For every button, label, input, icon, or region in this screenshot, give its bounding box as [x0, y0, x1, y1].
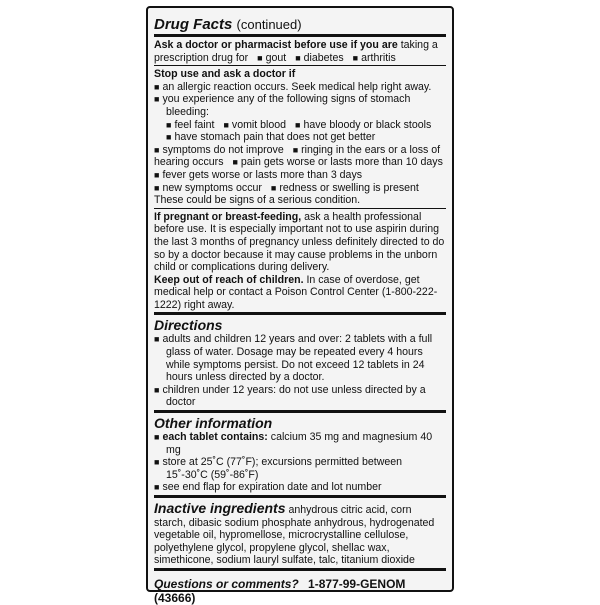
list-item: ■ each tablet contains: calcium 35 mg and magnesium 40 mg: [154, 431, 446, 456]
children-warning: Keep out of reach of children. In case of overdose, get medical help or contact a Poison Control Center (1-800-222-1222) right away.: [154, 273, 438, 311]
other-info-section: [154, 410, 446, 495]
list-item: ■ you experience any of the following signs of stomach bleeding:: [154, 93, 446, 118]
list-item: ■ see end flap for expiration date and lot number: [154, 481, 446, 494]
list-item: ■ adults and children 12 years and over: 2 tablets with a full glass of water. Dosage may be repeated every 4 hours while symptoms persist. Do not exceed 12 tablets in 24 hours unless directed by a doctor.: [154, 333, 446, 383]
inactive-list: anhydrous citric acid, corn starch, dibasic sodium phosphate anhydrous, hydrogenated vegetable oil, hypromellose, microcrystalline cellulose, polyethylene glycol, propylene glycol, shellac wax, simethicone, sodium lauryl sulfate, talc, titanium dioxide: [154, 504, 435, 567]
directions-section: [154, 312, 446, 410]
list-item: ■ an allergic reaction occurs. Seek medical help right away.: [154, 81, 446, 94]
other-info-heading: Other information: [154, 415, 273, 432]
footer: [154, 568, 446, 605]
stop-use-heading: Stop use and ask a doctor if: [154, 68, 296, 81]
stop-use-closing: These could be signs of a serious condition.: [154, 194, 361, 207]
drug-facts-panel: [146, 6, 454, 605]
list-item: ■ children under 12 years: do not use unless directed by a doctor: [154, 384, 446, 409]
ask-doctor-section: Ask a doctor or pharmacist before use if you are taking a prescription drug for ■ gout ■ diabetes ■ arthritis: [154, 34, 446, 65]
stop-use-section: [154, 65, 446, 208]
pregnancy-warning: If pregnant or breast-feeding, ask a health professional before use. It is especially important not to use aspirin during the last 3 months of pregnancy unless definitely directed to do so by a doctor because it may cause problems in the unborn child or complications during delivery.: [154, 210, 445, 274]
inactive-heading: Inactive ingredients: [154, 500, 286, 516]
pregnancy-children-section: [154, 208, 446, 313]
stomach-signs: ■ feel faint ■ vomit blood ■ have bloody or black stools ■ have stomach pain that does not get better: [154, 119, 446, 144]
ask-doctor-item: ■ diabetes: [295, 52, 344, 64]
ask-doctor-item: ■ arthritis: [353, 52, 396, 64]
ask-doctor-item: ■ gout: [257, 52, 286, 64]
list-item: ■ store at 25˚C (77˚F); excursions permitted between 15˚-30˚C (59˚-86˚F): [154, 456, 446, 481]
questions-label: Questions or comments?: [154, 576, 299, 591]
inactive-section: [154, 495, 446, 568]
other-signs: ■ symptoms do not improve ■ ringing in the ears or a loss of hearing occurs ■ pain gets worse or lasts more than 10 days ■ fever gets worse or lasts more than 3 days ■ new symptoms occur ■ redness or swelling is present: [154, 144, 446, 194]
phone-number: 1-877-99-GENOM (43666): [154, 576, 406, 605]
directions-heading: Directions: [154, 317, 223, 334]
drug-facts-title: Drug Facts (continued): [154, 16, 302, 33]
